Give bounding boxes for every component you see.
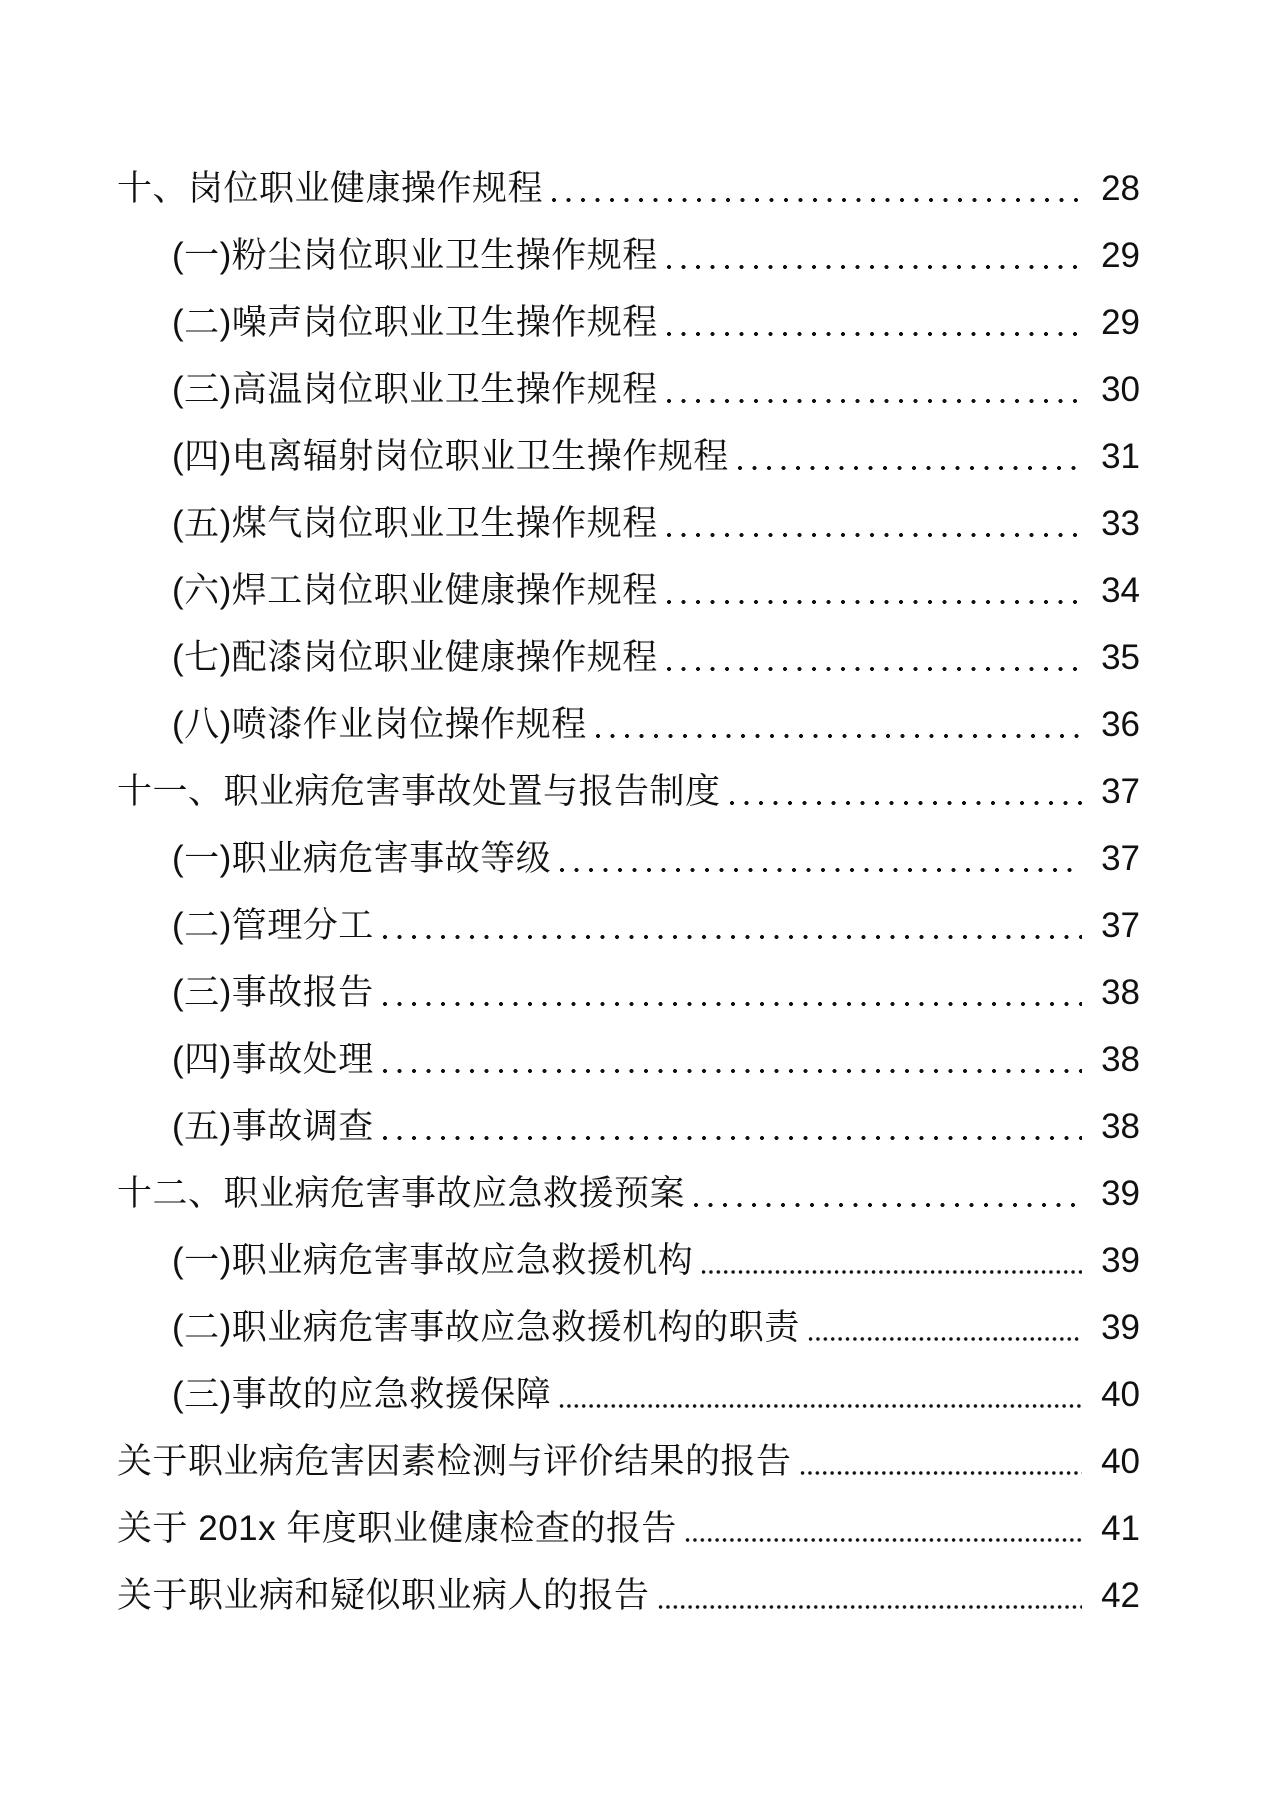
toc-dot-leader	[559, 1361, 1082, 1428]
toc-dot-leader	[685, 1495, 1082, 1562]
toc-entry-label: 十二、职业病危害事故应急救援预案	[117, 1174, 686, 1213]
toc-entry-page-number: 29	[1101, 303, 1140, 342]
toc-dot-leader	[666, 490, 1082, 557]
toc-entry[interactable]	[117, 289, 1140, 356]
toc-dot-leader	[701, 1227, 1082, 1294]
toc-entry-page-number: 31	[1101, 437, 1140, 476]
toc-dot-leader	[382, 892, 1082, 959]
toc-entry[interactable]	[117, 959, 1140, 1026]
toc-entry-page-number: 34	[1101, 571, 1140, 610]
toc-dot-leader	[382, 959, 1082, 1026]
toc-dot-leader	[595, 691, 1082, 758]
toc-entry[interactable]	[117, 1093, 1140, 1160]
toc-entry-label: (三)事故的应急救援保障	[172, 1375, 552, 1414]
toc-entry[interactable]	[117, 490, 1140, 557]
toc-entry[interactable]	[117, 1562, 1140, 1629]
toc-entry-label: (七)配漆岗位职业健康操作规程	[172, 638, 658, 677]
toc-dot-leader	[382, 1093, 1082, 1160]
toc-entry[interactable]	[117, 624, 1140, 691]
toc-dot-leader	[666, 222, 1082, 289]
toc-entry-label: (三)事故报告	[172, 973, 374, 1012]
toc-dot-leader	[666, 356, 1082, 423]
toc-entry-label: (二)噪声岗位职业卫生操作规程	[172, 303, 658, 342]
toc-dot-leader	[666, 624, 1082, 691]
toc-entry-label: 十一、职业病危害事故处置与报告制度	[117, 772, 721, 811]
toc-entry-label: (八)喷漆作业岗位操作规程	[172, 705, 587, 744]
toc-entry-page-number: 39	[1101, 1174, 1140, 1213]
toc-entry-page-number: 39	[1101, 1241, 1140, 1280]
toc-entry-page-number: 37	[1101, 906, 1140, 945]
toc-entry[interactable]	[117, 691, 1140, 758]
toc-entry[interactable]	[117, 1160, 1140, 1227]
toc-entry-page-number: 42	[1101, 1576, 1140, 1615]
toc-entry-label: (五)煤气岗位职业卫生操作规程	[172, 504, 658, 543]
toc-dot-leader	[666, 557, 1082, 624]
toc-dot-leader	[693, 1160, 1082, 1227]
toc-entry-label: (六)焊工岗位职业健康操作规程	[172, 571, 658, 610]
toc-dot-leader	[382, 1026, 1082, 1093]
toc-entry-label: (一)职业病危害事故等级	[172, 839, 552, 878]
toc-dot-leader	[800, 1428, 1082, 1495]
toc-entry-page-number: 38	[1101, 1107, 1140, 1146]
toc-entry[interactable]	[117, 1026, 1140, 1093]
toc-dot-leader	[551, 155, 1082, 222]
toc-entry-page-number: 37	[1101, 839, 1140, 878]
toc-entry[interactable]	[117, 1361, 1140, 1428]
toc-entry-label: (二)管理分工	[172, 906, 374, 945]
toc-entry-label: (一)粉尘岗位职业卫生操作规程	[172, 236, 658, 275]
toc-entry[interactable]	[117, 825, 1140, 892]
toc-entry[interactable]	[117, 356, 1140, 423]
toc-entry[interactable]	[117, 758, 1140, 825]
toc-dot-leader	[666, 289, 1082, 356]
toc-entry-page-number: 40	[1101, 1375, 1140, 1414]
toc-dot-leader	[559, 825, 1082, 892]
toc-entry[interactable]	[117, 155, 1140, 222]
toc-entry-page-number: 37	[1101, 772, 1140, 811]
toc-dot-leader	[658, 1562, 1082, 1629]
toc-entry[interactable]	[117, 1428, 1140, 1495]
toc-entry-label: 十、岗位职业健康操作规程	[117, 169, 544, 208]
toc-entry-label: 关于职业病危害因素检测与评价结果的报告	[117, 1442, 792, 1481]
toc-dot-leader	[808, 1294, 1082, 1361]
toc-entry[interactable]	[117, 892, 1140, 959]
toc-dot-leader	[729, 758, 1082, 825]
toc-entry[interactable]	[117, 557, 1140, 624]
toc-dot-leader	[737, 423, 1082, 490]
toc-entry[interactable]	[117, 222, 1140, 289]
toc-entry-page-number: 41	[1101, 1509, 1140, 1548]
toc-entry[interactable]	[117, 423, 1140, 490]
toc-entry-page-number: 35	[1101, 638, 1140, 677]
toc-entry[interactable]	[117, 1294, 1140, 1361]
toc-entry-page-number: 28	[1101, 169, 1140, 208]
toc-entry[interactable]	[117, 1495, 1140, 1562]
toc-entry-page-number: 38	[1101, 973, 1140, 1012]
toc-entry-page-number: 29	[1101, 236, 1140, 275]
toc-entry-page-number: 40	[1101, 1442, 1140, 1481]
toc-entry-page-number: 39	[1101, 1308, 1140, 1347]
toc-entry-label: (四)事故处理	[172, 1040, 374, 1079]
toc-entry-label: (四)电离辐射岗位职业卫生操作规程	[172, 437, 729, 476]
toc-entry-label: (三)高温岗位职业卫生操作规程	[172, 370, 658, 409]
toc-entry-label: 关于职业病和疑似职业病人的报告	[117, 1576, 650, 1615]
toc-entry-label: (一)职业病危害事故应急救援机构	[172, 1241, 694, 1280]
toc-entry-label: 关于 201x 年度职业健康检查的报告	[117, 1509, 677, 1548]
toc-entry-page-number: 30	[1101, 370, 1140, 409]
toc-entry-label: (五)事故调查	[172, 1107, 374, 1146]
toc-entry-page-number: 33	[1101, 504, 1140, 543]
toc-entry-page-number: 38	[1101, 1040, 1140, 1079]
table-of-contents	[117, 155, 1140, 1629]
toc-entry[interactable]	[117, 1227, 1140, 1294]
toc-entry-label: (二)职业病危害事故应急救援机构的职责	[172, 1308, 800, 1347]
toc-entry-page-number: 36	[1101, 705, 1140, 744]
